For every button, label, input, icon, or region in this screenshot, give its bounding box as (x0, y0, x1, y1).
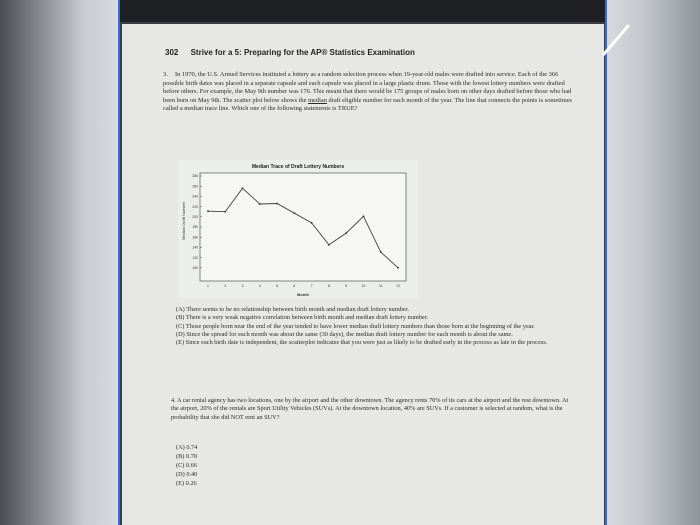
data-point (328, 244, 330, 246)
data-point (380, 251, 382, 253)
page-header (165, 48, 415, 57)
y-axis-label: Median Draft Number (181, 201, 186, 240)
median-trace-chart (178, 160, 418, 298)
frame-line-right (605, 0, 607, 525)
y-tick-label: 160 (192, 235, 198, 240)
data-point (259, 203, 261, 205)
y-tick-label: 140 (192, 245, 198, 250)
y-tick-label: 180 (192, 225, 198, 230)
chart-title: Median Trace of Draft Lottery Numbers (251, 164, 345, 170)
choice-b: (B) There is a very weak negative correlation between birth month and median draft lottery number. (176, 314, 429, 322)
x-tick-label: 12 (396, 284, 400, 288)
choice-e: (E) Since each birth date is independent, the scatterplot indicates that you were just as likely to be drafted early in the process as late in the process. (176, 339, 548, 347)
page-number: 302 (165, 48, 179, 57)
x-tick-label: 9 (345, 284, 348, 288)
book-title: Strive for a 5: Preparing for the AP® Statistics Examination (190, 48, 415, 57)
x-tick-label: 7 (310, 284, 313, 288)
x-tick-label: 8 (327, 284, 330, 288)
x-tick-label: 1 (207, 284, 209, 288)
question-3 (163, 71, 573, 114)
x-tick-label: 4 (258, 284, 261, 288)
y-tick-label: 100 (192, 266, 198, 270)
glare-mark (600, 20, 632, 60)
option-e: (E) 0.26 (176, 480, 197, 487)
data-point (242, 187, 244, 189)
data-point (345, 232, 347, 234)
choice-c: (C) Those people born near the end of the year tended to have lower median draft lottery numbers than those born at the beginning of the year. (176, 322, 535, 330)
data-point (276, 203, 278, 205)
y-tick-label: 240 (192, 194, 198, 199)
question-4 (171, 397, 571, 422)
data-point (293, 212, 295, 214)
y-tick-label: 260 (192, 184, 198, 189)
option-d: (D) 0.40 (176, 471, 198, 478)
question-3-text-end: draft eligible number for each month of the year. The line that connects the points is sometimes called a median trace line. Which one of the following statements is TRUE? (163, 96, 573, 113)
question-4-text: A car rental agency has two locations, one by the airport and the other downtown. The agency rents 70% of its cars at the airport and the rest downtown. At the airport, 20% of the rentals are Sport Utility Vehicles (SUVs). At the downtown location, 40% are SUVs. If a customer is selected at random, what is the probability that she did NOT rent an SUV? (171, 397, 569, 421)
plot-area (200, 173, 406, 281)
x-tick-label: 10 (361, 284, 366, 288)
choice-a: (A) There seems to be no relationship between birth month and median draft lottery number. (176, 306, 409, 313)
data-point (207, 210, 209, 212)
answer-choices (176, 306, 576, 347)
x-tick-label: 3 (241, 284, 244, 288)
option-a: (A) 0.74 (176, 444, 198, 451)
choice-d: (D) Since the spread for each month was about the same (30 days), the median draft lottery number for each month is about the same. (176, 330, 513, 338)
background-right (605, 0, 700, 525)
option-b: (B) 0.70 (176, 453, 197, 460)
x-tick-label: 5 (276, 284, 279, 288)
question-3-number: 3. (163, 71, 168, 78)
question-3-underlined: median (308, 96, 327, 104)
frame-line-left (118, 0, 120, 525)
y-tick-label: 280 (192, 174, 198, 179)
x-axis-label: Month (297, 292, 309, 297)
background-left (0, 0, 120, 525)
x-tick-label: 2 (224, 284, 227, 288)
y-tick-label: 200 (192, 215, 198, 219)
data-point (363, 215, 365, 217)
question-4-number: 4. (171, 397, 176, 404)
data-point (224, 211, 226, 213)
option-c: (C) 0.66 (176, 462, 197, 469)
y-tick-label: 120 (192, 255, 198, 260)
x-tick-label: 11 (378, 284, 383, 288)
data-point (311, 222, 313, 224)
question-3-text: In 1970, the U.S. Armed Services instituted a lottery as a random selection process when 19-year-old males were drafted into service. Each of the 366 possible birth dates was placed in a separate capsule and each capsule was placed in a large plastic drum. Those with the lowest lottery numbers were drafted before others. For example, the May 9th number was 176. This meant that there would be 175 groups of males born on other days drafted before those who had been born on May 9th. The scatter plot below shows the (163, 71, 572, 104)
x-tick-label: 6 (293, 284, 296, 288)
data-point (397, 267, 399, 269)
y-tick-label: 220 (192, 204, 198, 209)
